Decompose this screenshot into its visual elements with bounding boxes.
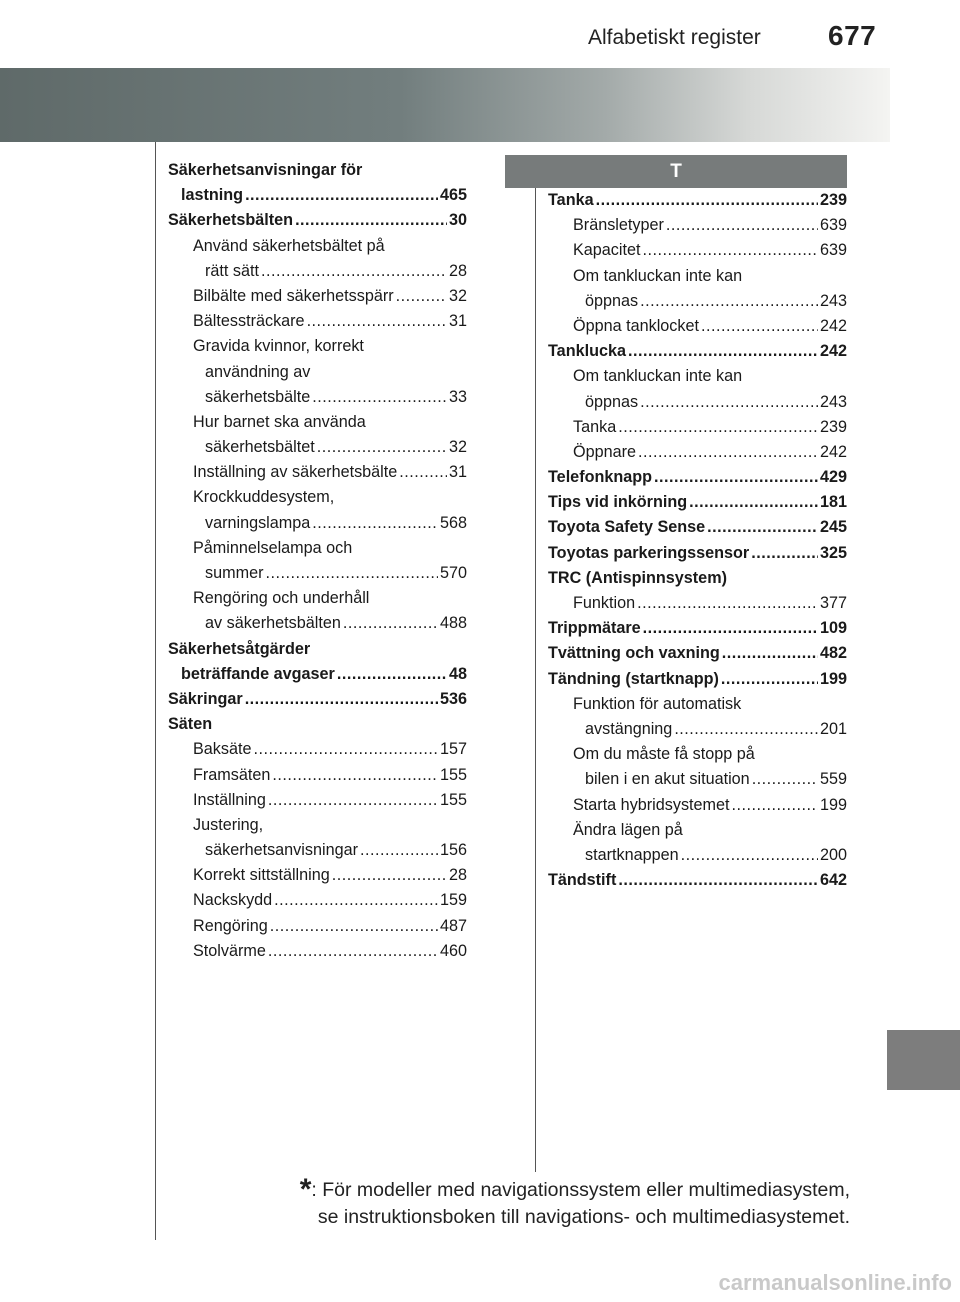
index-entry-label: Om tankluckan inte kan — [573, 367, 743, 386]
dot-leader — [317, 435, 447, 460]
index-entry-page: 156 — [439, 841, 467, 860]
index-entry-page: 460 — [439, 941, 467, 960]
dot-leader — [643, 238, 818, 263]
index-entry — [168, 712, 467, 737]
index-entry-label: Använd säkerhetsbältet på — [193, 236, 385, 255]
index-entry-label: Krockkuddesystem, — [193, 488, 335, 507]
index-entry — [168, 385, 467, 410]
index-entry-label: Toyotas parkeringssensor — [548, 543, 750, 562]
index-entry-page: 242 — [819, 316, 847, 335]
dot-leader — [654, 465, 818, 490]
index-entry-label: Om tankluckan inte kan — [573, 266, 743, 285]
index-entry — [548, 364, 847, 389]
index-entry-page: 429 — [819, 468, 847, 487]
index-entry-page: 28 — [448, 866, 467, 885]
index-entry-label: Ändra lägen på — [573, 820, 683, 839]
index-entry-page: 155 — [439, 790, 467, 809]
index-entry — [548, 314, 847, 339]
index-entry — [548, 591, 847, 616]
index-entry-page: 109 — [819, 619, 847, 638]
index-entry — [168, 637, 467, 662]
index-entry — [168, 888, 467, 913]
dot-leader — [272, 763, 438, 788]
index-entry-page: 482 — [819, 644, 847, 663]
index-entry — [168, 183, 467, 208]
index-entry-label: varningslampa — [205, 513, 311, 532]
index-entry — [548, 541, 847, 566]
index-entry-page: 201 — [819, 719, 847, 738]
index-entry — [548, 238, 847, 263]
index-entry-page: 639 — [819, 241, 847, 260]
index-entry-page: 31 — [448, 312, 467, 331]
dot-leader — [295, 208, 447, 233]
index-entry-label: Bältessträckare — [193, 312, 305, 331]
index-entry-label: Bränsletyper — [573, 216, 664, 235]
dot-leader — [643, 616, 818, 641]
index-entry-page: 243 — [819, 392, 847, 411]
index-entry — [168, 863, 467, 888]
index-entry — [548, 390, 847, 415]
index-entry-label: summer — [205, 564, 264, 582]
index-entry — [168, 813, 467, 838]
index-entry — [168, 460, 467, 485]
dot-leader — [722, 641, 818, 666]
left-margin-rule — [155, 142, 156, 1240]
index-entry — [168, 259, 467, 284]
index-entry — [548, 440, 847, 465]
index-entry-page: 488 — [439, 614, 467, 633]
index-entry — [168, 511, 467, 536]
dot-leader — [399, 460, 447, 485]
index-entry-label: säkerhetsanvisningar — [205, 841, 358, 860]
index-entry-label: öppnas — [585, 291, 639, 310]
index-entry-page: 30 — [448, 211, 467, 230]
dot-leader — [721, 667, 818, 692]
index-entry-page: 465 — [439, 186, 467, 205]
index-entry — [168, 662, 467, 687]
index-entry — [168, 410, 467, 435]
index-entry-label: Inställning — [193, 790, 266, 809]
dot-leader — [618, 868, 818, 893]
index-entry-label: Rengöring och underhåll — [193, 589, 370, 608]
dot-leader — [752, 767, 818, 792]
footnote-line-1: : För modeller med navigationssystem eller multimediasystem, — [311, 1179, 850, 1201]
index-entry — [168, 687, 467, 712]
index-entry-label: öppnas — [585, 392, 639, 411]
index-entry-label: Baksäte — [193, 740, 252, 759]
index-entry-page: 377 — [819, 594, 847, 612]
index-entry — [548, 742, 847, 767]
dot-leader — [332, 863, 447, 888]
dot-leader — [640, 289, 818, 314]
index-entry-label: bilen i en akut situation — [585, 770, 750, 789]
index-entry — [548, 289, 847, 314]
index-entry-label: Toyota Safety Sense — [548, 518, 706, 537]
index-entry-page: 242 — [819, 342, 847, 361]
index-entry — [168, 763, 467, 788]
index-side-tab — [887, 1030, 960, 1090]
index-entry-label: avstängning — [585, 719, 673, 738]
index-entry — [168, 485, 467, 510]
index-entry-label: startknappen — [585, 845, 679, 864]
footnote-line-2: se instruktionsboken till navigations- och multimediasystemet. — [317, 1206, 850, 1228]
index-entry-page: 33 — [448, 387, 467, 406]
index-entry-page: 487 — [439, 916, 467, 935]
dot-leader — [307, 309, 447, 334]
index-entry-label: Tanka — [548, 191, 594, 209]
index-entry-label: Tanka — [573, 417, 617, 436]
index-entry — [548, 415, 847, 440]
index-entry — [168, 914, 467, 939]
index-entry-page: 559 — [819, 770, 847, 789]
dot-leader — [270, 914, 438, 939]
index-entry-label: Tändning (startknapp) — [548, 669, 719, 688]
index-entry-label: Säten — [168, 715, 213, 734]
index-entry — [168, 788, 467, 813]
page-number: 677 — [828, 20, 877, 51]
index-entry-label: användning av — [205, 362, 311, 381]
dot-leader — [732, 793, 818, 818]
index-entry — [168, 334, 467, 359]
index-entry — [168, 360, 467, 385]
section-letter-heading: T — [505, 155, 847, 188]
dot-leader — [674, 717, 818, 742]
dot-leader — [268, 939, 438, 964]
index-entry-page: 245 — [819, 518, 847, 537]
dot-leader — [312, 385, 447, 410]
index-entry-page: 155 — [439, 765, 467, 784]
dot-leader — [618, 415, 818, 440]
index-entry-label: Tvättning och vaxning — [548, 644, 720, 663]
index-entry-label: Bilbälte med säkerhetsspärr — [193, 286, 394, 305]
index-entry-label: Telefonknapp — [548, 468, 653, 487]
dot-leader — [360, 838, 438, 863]
index-entry-page: 48 — [448, 664, 467, 683]
index-entry-page: 536 — [439, 689, 467, 708]
index-entry — [548, 188, 847, 213]
index-entry-label: Säkringar — [168, 689, 243, 708]
index-entry — [168, 158, 467, 183]
dot-leader — [312, 511, 438, 536]
index-entry-page: 325 — [819, 543, 847, 562]
index-entry-label: säkerhetsbälte — [205, 387, 311, 406]
index-entry-page: 181 — [819, 493, 847, 512]
index-entry — [548, 843, 847, 868]
index-entry-label: Rengöring — [193, 916, 268, 935]
index-entry — [548, 616, 847, 641]
index-entry-page: 157 — [439, 740, 467, 759]
index-entry-label: Säkerhetsanvisningar för — [168, 161, 363, 179]
index-entry-page: 642 — [819, 871, 847, 890]
index-column-left — [168, 158, 467, 964]
index-entry-label: Stolvärme — [193, 941, 266, 960]
dot-leader — [689, 490, 818, 515]
dot-leader — [640, 390, 818, 415]
index-entry-label: Tändstift — [548, 871, 617, 890]
index-column-right — [548, 188, 847, 893]
index-entry-label: Påminnelselampa och — [193, 538, 353, 557]
index-entry-label: TRC (Antispinnsystem) — [548, 568, 727, 587]
index-entry-page: 570 — [439, 564, 467, 582]
dot-leader — [751, 541, 818, 566]
watermark-text: carmanualsonline.info — [718, 1270, 952, 1295]
index-entry — [168, 536, 467, 561]
dot-leader — [637, 591, 818, 616]
footnote-marker: * — [299, 1173, 312, 1206]
index-entry — [548, 213, 847, 238]
index-entry — [548, 667, 847, 692]
index-entry-page: 243 — [819, 291, 847, 310]
dot-leader — [261, 259, 447, 284]
index-entry — [548, 465, 847, 490]
dot-leader — [707, 515, 818, 540]
index-entry — [168, 309, 467, 334]
index-entry-page: 32 — [448, 286, 467, 305]
dot-leader — [268, 788, 438, 813]
header-title: Alfabetiskt register — [588, 26, 761, 49]
index-entry — [548, 818, 847, 843]
index-entry — [168, 435, 467, 460]
index-entry-label: beträffande avgaser — [181, 664, 335, 683]
index-entry — [168, 561, 467, 586]
dot-leader — [701, 314, 818, 339]
index-entry-page: 568 — [439, 513, 467, 532]
index-entry — [548, 767, 847, 792]
index-entry-label: Funktion för automatisk — [573, 694, 742, 713]
index-entry-label: Om du måste få stopp på — [573, 745, 755, 764]
index-entry — [548, 868, 847, 893]
index-entry-label: lastning — [181, 186, 244, 205]
index-entry-label: Säkerhetsbälten — [168, 211, 294, 230]
dot-leader — [245, 687, 438, 712]
index-entry-label: Öppna tanklocket — [573, 316, 699, 335]
index-entry — [548, 264, 847, 289]
index-entry-label: Öppnare — [573, 442, 636, 461]
index-entry-label: Kapacitet — [573, 241, 641, 260]
index-entry — [168, 939, 467, 964]
index-entry — [548, 641, 847, 666]
index-entry — [168, 234, 467, 259]
index-entry — [548, 490, 847, 515]
index-entry-label: Säkerhetsåtgärder — [168, 639, 311, 658]
index-entry-page: 239 — [819, 417, 847, 436]
index-entry-label: Starta hybridsystemet — [573, 795, 730, 814]
dot-leader — [396, 284, 447, 309]
index-entry-page: 31 — [448, 463, 467, 482]
index-entry — [168, 611, 467, 636]
dot-leader — [628, 339, 818, 364]
index-entry — [548, 793, 847, 818]
index-entry-label: Tanklucka — [548, 342, 626, 361]
index-entry-label: Framsäten — [193, 765, 271, 784]
index-entry — [548, 339, 847, 364]
index-entry-label: rätt sätt — [205, 261, 259, 280]
index-entry-label: Inställning av säkerhetsbälte — [193, 463, 398, 482]
index-entry-label: Justering, — [193, 815, 264, 834]
footnote — [260, 1173, 850, 1231]
index-entry — [168, 838, 467, 863]
index-entry-label: Funktion — [573, 594, 636, 612]
index-entry-page: 199 — [819, 795, 847, 814]
index-entry-page: 242 — [819, 442, 847, 461]
index-entry — [168, 208, 467, 233]
index-entry — [168, 737, 467, 762]
index-entry-page: 199 — [819, 669, 847, 688]
index-entry-label: Korrekt sittställning — [193, 866, 330, 885]
index-entry-label: av säkerhetsbälten — [205, 614, 341, 633]
index-entry — [168, 586, 467, 611]
column-divider — [535, 180, 536, 1172]
index-entry-label: Hur barnet ska använda — [193, 412, 366, 431]
index-entry-label: Tips vid inkörning — [548, 493, 688, 512]
dot-leader — [666, 213, 818, 238]
index-entry-label: Trippmätare — [548, 619, 641, 638]
index-entry-label: Gravida kvinnor, korrekt — [193, 337, 364, 356]
index-entry-label: säkerhetsbältet — [205, 438, 315, 457]
index-entry — [548, 515, 847, 540]
dot-leader — [274, 888, 438, 913]
index-entry — [548, 717, 847, 742]
dot-leader — [596, 188, 818, 213]
index-entry — [548, 566, 847, 591]
dot-leader — [681, 843, 818, 868]
dot-leader — [245, 183, 438, 208]
index-entry-label: Nackskydd — [193, 891, 273, 910]
dot-leader — [638, 440, 818, 465]
index-entry-page: 639 — [819, 216, 847, 235]
dot-leader — [337, 662, 447, 687]
index-entry-page: 200 — [819, 845, 847, 864]
dot-leader — [254, 737, 438, 762]
dot-leader — [265, 561, 438, 586]
index-entry — [548, 692, 847, 717]
index-entry-page: 32 — [448, 438, 467, 457]
index-entry — [168, 284, 467, 309]
dot-leader — [343, 611, 438, 636]
index-entry-page: 239 — [819, 191, 847, 209]
index-entry-page: 28 — [448, 261, 467, 280]
index-entry-page: 159 — [439, 891, 467, 910]
header-banner — [0, 68, 890, 142]
